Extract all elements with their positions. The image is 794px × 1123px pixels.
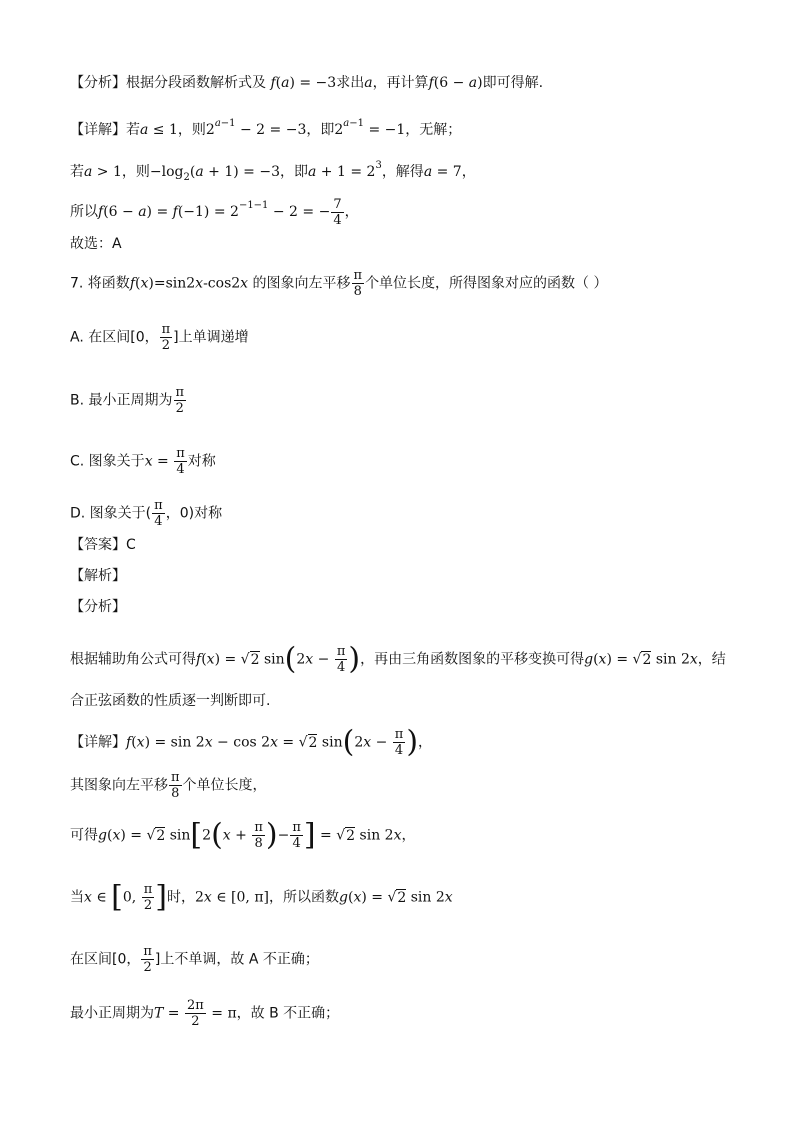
analysis-line: 【分析】根据分段函数解析式及 f(a) = −3求出a，再计算f(6 − a)即可得解. [70,75,544,91]
fraction: $\frac{\pi}{4}$ [176,446,185,477]
detail-line: 【详解】若a ≤ 1，则$2^{a-1} - 2 = -3$，即$2^{a-1} = -1$，无解； [70,118,462,138]
detail-line: 所以$f(6 - a) = f(-1) = 2^{-1-1} - 2$ = − $\frac{7}{4}$ ， [70,196,359,228]
fraction: $\frac{\pi}{2}$ [161,322,171,353]
fraction: $\frac{\pi}{2}$ [175,385,185,416]
fraction: $\frac{\pi}{8}$ [171,770,180,801]
detail-line: 【详解】f(x) = sin 2x − cos 2x = √2 sin(2x − $\frac{\pi}{4}$ )， [70,724,433,760]
math-expr: $a + 1 = 2^3$ [308,160,382,180]
fraction: $\frac{\pi}{2}$ [143,882,153,913]
detail-line: 若a > 1，则$-\log_2(a + 1) = -3$，即$a + 1 = 2^3$，解得a = 7， [70,160,476,183]
math-expr: 2x ∈ [0, π] [194,889,269,906]
math-expr: f(6 − a) [428,75,483,91]
option-d: D. 图象关于( $\frac{\pi}{4}$ ，0)对称 [70,498,223,529]
math-expr: $f(6 - a) = f(-1) = 2^{-1-1} - 2$ = − [98,200,331,220]
detail-line: 在区间[0， $\frac{\pi}{2}$ ]上不单调，故 A 不正确； [70,944,319,975]
answer: 【答案】C [70,537,136,553]
question-7: 7. 将函数f(x)=sin2x-cos2x 的图象向左平移 $\frac{\pi}{8}$ 个单位长度，所得图象对应的函数（ ） [70,268,608,299]
fraction: $\frac{7}{4}$ [333,196,342,228]
fraction: $\frac{\pi}{4}$ [154,498,163,529]
fraction: $\frac{\pi}{2}$ [143,944,152,975]
detail-line: 可得g(x) = √2 sin[2(x + $\frac{\pi}{8}$ )− $\frac{\pi}{4}$ ] = √2 sin 2x， [70,817,416,853]
analysis-line: 合正弦函数的性质逐一判断即可. [70,693,271,709]
math-expr: g(x) = √2 sin 2x [584,651,698,668]
explanation-tag: 【解析】 [70,568,126,584]
detail-line: 当x ∈ [0, $\frac{\pi}{2}$ ]时，2x ∈ [0, π]，所以函数g(x) = √2 sin 2x [70,879,453,915]
analysis-line: 根据辅助角公式可得f(x) = √2 sin(2x − $\frac{\pi}{4}$ )，再由三角函数图象的平移变换可得g(x) = √2 sin 2x，结 [70,641,726,677]
fraction: $\frac{\pi}{4}$ [336,644,346,675]
math-expr: f(x) = √2 sin [196,651,285,668]
math-expr: f(a) = −3 [270,75,337,91]
fraction: $\frac{\pi}{8}$ [353,268,363,299]
fraction: $\frac{\pi}{8}$ [254,820,263,851]
fraction: $\frac{\pi}{4}$ [292,820,301,851]
math-expr: $2^{a-1} - 2 = -3$ [205,118,307,138]
detail-line: 其图象向左平移 $\frac{\pi}{8}$ 个单位长度， [70,770,267,801]
detail-line: 最小正周期为T = $\frac{2\pi}{2}$ = π，故 B 不正确； [70,998,340,1029]
fraction: $\frac{2\pi}{2}$ [186,998,204,1029]
math-expr: $2^{a-1} = -1$ [334,118,406,138]
math-expr: $-\log_2(a + 1) = -3$ [149,164,280,183]
math-expr: f(x) = sin 2x − cos 2x = √2 sin [126,734,343,751]
math-expr: g(x) = √2 sin [98,827,191,844]
analysis-tag: 【分析】 [70,75,126,91]
math-expr: g(x) = √2 sin 2x [339,889,453,906]
option-c: C. 图象关于x = $\frac{\pi}{4}$ 对称 [70,446,216,477]
choice-line: 故选：A [70,236,122,252]
option-b: B. 最小正周期为 $\frac{\pi}{2}$ [70,385,185,416]
option-a: A. 在区间[0， $\frac{\pi}{2}$ ]上单调递增 [70,322,249,353]
analysis-tag: 【分析】 [70,599,126,615]
fraction: $\frac{\pi}{4}$ [394,727,404,758]
detail-tag: 【详解】 [70,122,126,138]
